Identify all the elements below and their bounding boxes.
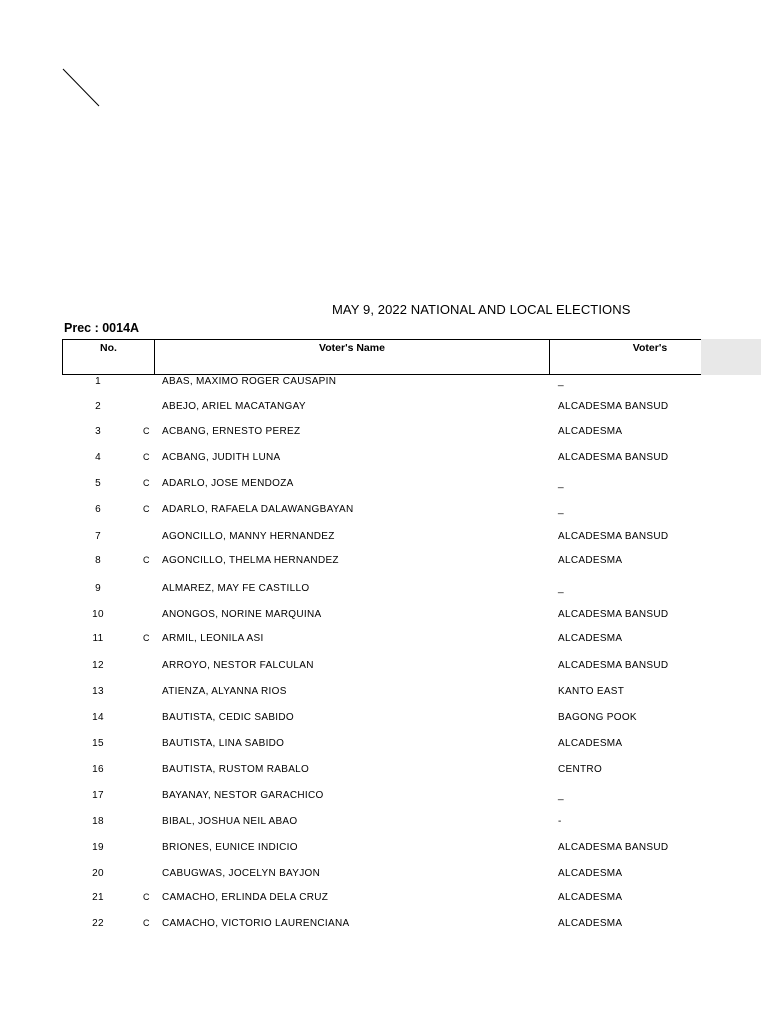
row-number: 5 xyxy=(95,478,101,489)
voter-address: ALCADESMA xyxy=(558,868,623,879)
voter-address: ALCADESMA xyxy=(558,555,623,566)
table-row xyxy=(0,712,768,730)
voter-address: KANTO EAST xyxy=(558,686,625,697)
table-row xyxy=(0,452,768,470)
voter-name: AGONCILLO, THELMA HERNANDEZ xyxy=(162,555,339,566)
header-voter-name: Voter's Name xyxy=(154,339,550,375)
row-number: 17 xyxy=(92,790,104,801)
slash-mark xyxy=(60,66,104,112)
voter-name: BRIONES, EUNICE INDICIO xyxy=(162,842,298,853)
voter-name: CAMACHO, VICTORIO LAURENCIANA xyxy=(162,918,350,929)
table-row xyxy=(0,426,768,444)
row-number: 3 xyxy=(95,426,101,437)
voter-address: ALCADESMA BANSUD xyxy=(558,401,669,412)
voter-address: ALCADESMA xyxy=(558,426,623,437)
row-number: 7 xyxy=(95,531,101,542)
table-row xyxy=(0,583,768,601)
voter-name: ALMAREZ, MAY FE CASTILLO xyxy=(162,583,310,594)
table-row xyxy=(0,686,768,704)
table-row xyxy=(0,504,768,522)
voter-name: ABAS, MAXIMO ROGER CAUSAPIN xyxy=(162,376,337,387)
row-flag: C xyxy=(143,892,150,902)
voter-name: CAMACHO, ERLINDA DELA CRUZ xyxy=(162,892,329,903)
voter-name: ARMIL, LEONILA ASI xyxy=(162,633,264,644)
row-number: 12 xyxy=(92,660,104,671)
voter-address: ALCADESMA BANSUD xyxy=(558,842,669,853)
row-number: 20 xyxy=(92,868,104,879)
voter-name: AGONCILLO, MANNY HERNANDEZ xyxy=(162,531,335,542)
row-number: 18 xyxy=(92,816,104,827)
header-address: Voter's xyxy=(632,342,668,354)
voter-address: _ xyxy=(558,376,564,387)
row-number: 11 xyxy=(92,633,104,644)
voter-name: ATIENZA, ALYANNA RIOS xyxy=(162,686,287,697)
row-number: 14 xyxy=(92,712,104,723)
voter-address: ALCADESMA xyxy=(558,892,623,903)
header-no: No. xyxy=(62,339,155,375)
voter-address: _ xyxy=(558,790,564,801)
table-row xyxy=(0,868,768,886)
row-flag: C xyxy=(143,918,150,928)
table-row xyxy=(0,738,768,756)
header-address-cell xyxy=(549,339,701,375)
row-flag: C xyxy=(143,504,150,514)
voter-name: ACBANG, JUDITH LUNA xyxy=(162,452,281,463)
header-address-shading xyxy=(701,339,761,375)
table-row xyxy=(0,790,768,808)
voter-name: BAUTISTA, RUSTOM RABALO xyxy=(162,764,310,775)
table-row xyxy=(0,609,768,627)
voter-name: BAUTISTA, LINA SABIDO xyxy=(162,738,285,749)
row-number: 16 xyxy=(92,764,104,775)
row-number: 21 xyxy=(92,892,104,903)
row-number: 8 xyxy=(95,555,101,566)
table-row xyxy=(0,531,768,549)
row-flag: C xyxy=(143,555,150,565)
table-row xyxy=(0,816,768,834)
voter-name: BIBAL, JOSHUA NEIL ABAO xyxy=(162,816,298,827)
table-row xyxy=(0,892,768,910)
voter-address: - xyxy=(558,816,562,827)
voter-name: ADARLO, RAFAELA DALAWANGBAYAN xyxy=(162,504,354,515)
voter-address: ALCADESMA xyxy=(558,918,623,929)
voter-address: _ xyxy=(558,478,564,489)
voter-address: BAGONG POOK xyxy=(558,712,637,723)
voter-name: CABUGWAS, JOCELYN BAYJON xyxy=(162,868,321,879)
voter-address: _ xyxy=(558,504,564,515)
voter-name: ADARLO, JOSE MENDOZA xyxy=(162,478,294,489)
table-row xyxy=(0,376,768,394)
table-row xyxy=(0,918,768,936)
row-number: 15 xyxy=(92,738,104,749)
precinct-label: Prec : 0014A xyxy=(64,321,140,335)
row-flag: C xyxy=(143,426,150,436)
voter-address: ALCADESMA BANSUD xyxy=(558,452,669,463)
voter-address: ALCADESMA xyxy=(558,738,623,749)
voter-name: ABEJO, ARIEL MACATANGAY xyxy=(162,401,306,412)
row-number: 4 xyxy=(95,452,101,463)
voter-address: ALCADESMA BANSUD xyxy=(558,531,669,542)
table-row xyxy=(0,633,768,651)
row-number: 6 xyxy=(95,504,101,515)
table-row xyxy=(0,401,768,419)
table-row xyxy=(0,842,768,860)
voter-name: ANONGOS, NORINE MARQUINA xyxy=(162,609,322,620)
row-number: 19 xyxy=(92,842,104,853)
row-number: 10 xyxy=(92,609,104,620)
table-header xyxy=(62,339,768,375)
voter-address: CENTRO xyxy=(558,764,603,775)
row-number: 13 xyxy=(92,686,104,697)
row-flag: C xyxy=(143,452,150,462)
voter-name: BAYANAY, NESTOR GARACHICO xyxy=(162,790,324,801)
table-row xyxy=(0,555,768,573)
voter-address: _ xyxy=(558,583,564,594)
row-number: 22 xyxy=(92,918,104,929)
voter-address: ALCADESMA BANSUD xyxy=(558,609,669,620)
row-flag: C xyxy=(143,633,150,643)
row-flag: C xyxy=(143,478,150,488)
voter-address: ALCADESMA BANSUD xyxy=(558,660,669,671)
document-title: MAY 9, 2022 NATIONAL AND LOCAL ELECTIONS xyxy=(332,302,631,317)
row-number: 1 xyxy=(95,376,101,387)
voter-name: BAUTISTA, CEDIC SABIDO xyxy=(162,712,294,723)
voter-name: ACBANG, ERNESTO PEREZ xyxy=(162,426,301,437)
table-row xyxy=(0,660,768,678)
voter-address: ALCADESMA xyxy=(558,633,623,644)
row-number: 9 xyxy=(95,583,101,594)
table-row xyxy=(0,478,768,496)
voter-name: ARROYO, NESTOR FALCULAN xyxy=(162,660,314,671)
row-number: 2 xyxy=(95,401,101,412)
table-row xyxy=(0,764,768,782)
